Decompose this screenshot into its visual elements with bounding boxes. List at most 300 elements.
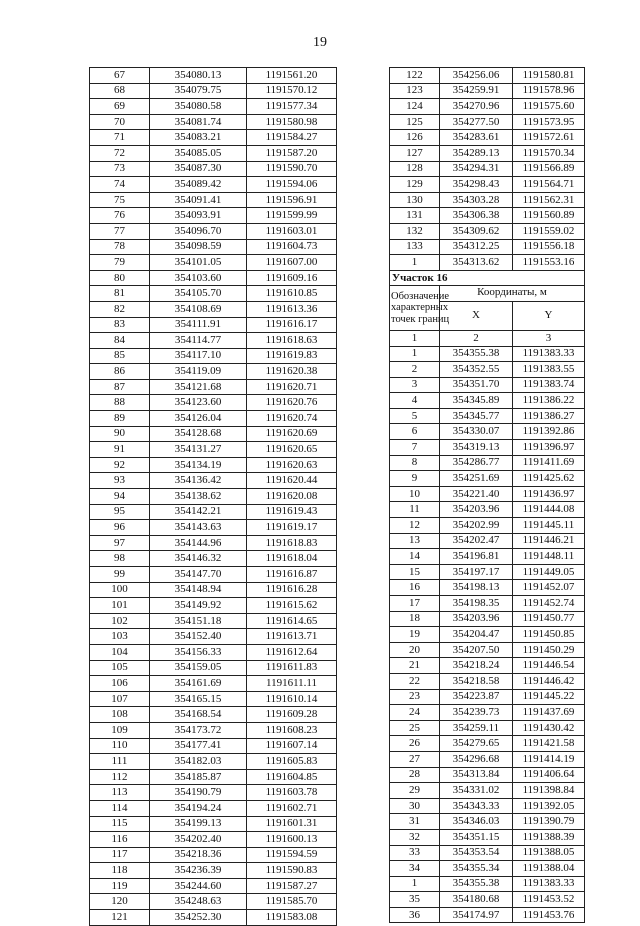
x-coordinate-cell: 354207.50 [440, 642, 513, 658]
table-row [90, 567, 337, 583]
x-coordinate-cell: 354203.96 [440, 502, 513, 518]
point-number-cell: 7 [390, 440, 440, 456]
y-coordinate-cell: 1191388.04 [513, 861, 585, 877]
x-coordinate-cell: 354134.19 [150, 457, 247, 473]
y-coordinate-cell: 1191444.08 [513, 502, 585, 518]
x-coordinate-cell: 354131.27 [150, 442, 247, 458]
table-row [390, 393, 585, 409]
y-coordinate-cell: 1191437.69 [513, 705, 585, 721]
point-number-cell: 17 [390, 596, 440, 612]
point-number-cell: 95 [90, 504, 150, 520]
table-row [390, 658, 585, 674]
y-coordinate-cell: 1191613.71 [247, 629, 337, 645]
point-number-cell: 99 [90, 567, 150, 583]
y-coordinate-cell: 1191607.00 [247, 255, 337, 271]
x-coordinate-cell: 354168.54 [150, 707, 247, 723]
y-coordinate-cell: 1191559.02 [513, 223, 585, 239]
point-number-cell: 32 [390, 829, 440, 845]
table-row [390, 673, 585, 689]
x-coordinate-cell: 354202.40 [150, 832, 247, 848]
x-coordinate-cell: 354161.69 [150, 676, 247, 692]
point-number-cell: 14 [390, 549, 440, 565]
point-number-cell: 93 [90, 473, 150, 489]
x-coordinate-cell: 354312.25 [440, 239, 513, 255]
y-coordinate-cell: 1191570.34 [513, 145, 585, 161]
table-row [390, 346, 585, 362]
table-row [90, 722, 337, 738]
table-row [390, 720, 585, 736]
x-coordinate-cell: 354126.04 [150, 411, 247, 427]
point-number-cell: 69 [90, 99, 150, 115]
table-row [90, 691, 337, 707]
y-coordinate-cell: 1191616.17 [247, 317, 337, 333]
table-row [90, 613, 337, 629]
x-coordinate-cell: 354146.32 [150, 551, 247, 567]
section-title-row [390, 270, 585, 286]
point-number-cell: 11 [390, 502, 440, 518]
x-coordinate-cell: 354198.13 [440, 580, 513, 596]
table-row [90, 411, 337, 427]
table-row [390, 580, 585, 596]
y-coordinate-cell: 1191610.14 [247, 691, 337, 707]
x-coordinate-cell: 354173.72 [150, 722, 247, 738]
x-coordinate-cell: 354101.05 [150, 255, 247, 271]
table-row [390, 876, 585, 892]
x-coordinate-cell: 354283.61 [440, 130, 513, 146]
x-coordinate-cell: 354143.63 [150, 520, 247, 536]
y-coordinate-cell: 1191580.81 [513, 68, 585, 84]
point-number-cell: 127 [390, 145, 440, 161]
x-coordinate-cell: 354185.87 [150, 769, 247, 785]
x-coordinate-cell: 354136.42 [150, 473, 247, 489]
point-number-cell: 30 [390, 798, 440, 814]
table-row [390, 845, 585, 861]
table-row [390, 408, 585, 424]
table-row [90, 894, 337, 910]
y-coordinate-cell: 1191430.42 [513, 720, 585, 736]
point-number-cell: 109 [90, 722, 150, 738]
x-coordinate-cell: 354298.43 [440, 177, 513, 193]
coordinates-table-right-top-body [390, 68, 585, 271]
x-coordinate-cell: 354244.60 [150, 878, 247, 894]
x-coordinate-cell: 354174.97 [440, 907, 513, 923]
table-row [90, 192, 337, 208]
table-row [390, 596, 585, 612]
x-coordinate-cell: 354083.21 [150, 130, 247, 146]
table-row [390, 689, 585, 705]
point-number-cell: 73 [90, 161, 150, 177]
table-row [390, 564, 585, 580]
table-row [390, 736, 585, 752]
x-coordinate-cell: 354081.74 [150, 114, 247, 130]
y-coordinate-cell: 1191398.84 [513, 783, 585, 799]
y-coordinate-cell: 1191445.11 [513, 518, 585, 534]
y-coordinate-cell: 1191618.63 [247, 333, 337, 349]
x-coordinate-cell: 354289.13 [440, 145, 513, 161]
point-number-cell: 125 [390, 114, 440, 130]
point-number-cell: 27 [390, 751, 440, 767]
y-coordinate-cell: 1191587.27 [247, 878, 337, 894]
point-number-cell: 83 [90, 317, 150, 333]
table-row [90, 754, 337, 770]
point-number-cell: 129 [390, 177, 440, 193]
x-coordinate-cell: 354296.68 [440, 751, 513, 767]
y-coordinate-cell: 1191453.52 [513, 892, 585, 908]
table-row [390, 549, 585, 565]
point-number-cell: 113 [90, 785, 150, 801]
x-coordinate-cell: 354270.96 [440, 99, 513, 115]
point-number-cell: 26 [390, 736, 440, 752]
table-row [390, 114, 585, 130]
point-number-cell: 33 [390, 845, 440, 861]
point-number-cell: 15 [390, 564, 440, 580]
y-coordinate-cell: 1191601.31 [247, 816, 337, 832]
y-coordinate-cell: 1191604.85 [247, 769, 337, 785]
table-row [390, 861, 585, 877]
x-coordinate-cell: 354114.77 [150, 333, 247, 349]
point-number-cell: 12 [390, 518, 440, 534]
table-row [390, 362, 585, 378]
x-coordinate-cell: 354306.38 [440, 208, 513, 224]
point-number-cell: 126 [390, 130, 440, 146]
table-row [390, 145, 585, 161]
table-row [90, 816, 337, 832]
y-coordinate-cell: 1191615.62 [247, 598, 337, 614]
y-coordinate-cell: 1191600.13 [247, 832, 337, 848]
x-header: X [440, 301, 513, 330]
table-row [90, 457, 337, 473]
x-coordinate-cell: 354330.07 [440, 424, 513, 440]
y-coordinate-cell: 1191388.39 [513, 829, 585, 845]
coordinates-table-left [89, 67, 337, 926]
table-row [390, 798, 585, 814]
point-number-cell: 130 [390, 192, 440, 208]
x-coordinate-cell: 354142.21 [150, 504, 247, 520]
y-coordinate-cell: 1191616.28 [247, 582, 337, 598]
y-coordinate-cell: 1191562.31 [513, 192, 585, 208]
point-number-cell: 18 [390, 611, 440, 627]
x-coordinate-cell: 354105.70 [150, 286, 247, 302]
x-coordinate-cell: 354152.40 [150, 629, 247, 645]
x-coordinate-cell: 354351.15 [440, 829, 513, 845]
x-coordinate-cell: 354128.68 [150, 426, 247, 442]
point-number-cell: 108 [90, 707, 150, 723]
point-number-cell: 29 [390, 783, 440, 799]
table-row [390, 627, 585, 643]
y-coordinate-cell: 1191609.16 [247, 270, 337, 286]
table-row [90, 395, 337, 411]
x-coordinate-cell: 354080.58 [150, 99, 247, 115]
table-row [90, 847, 337, 863]
table-row [90, 582, 337, 598]
table-row [390, 751, 585, 767]
point-number-cell: 4 [390, 393, 440, 409]
x-coordinate-cell: 354091.41 [150, 192, 247, 208]
x-coordinate-cell: 354148.94 [150, 582, 247, 598]
x-coordinate-cell: 354117.10 [150, 348, 247, 364]
y-coordinate-cell: 1191611.83 [247, 660, 337, 676]
point-number-cell: 10 [390, 486, 440, 502]
point-number-cell: 106 [90, 676, 150, 692]
y-coordinate-cell: 1191450.85 [513, 627, 585, 643]
point-number-cell: 86 [90, 364, 150, 380]
section-header [390, 270, 585, 346]
table-row [90, 177, 337, 193]
point-number-cell: 107 [90, 691, 150, 707]
table-row [390, 83, 585, 99]
point-number-cell: 104 [90, 644, 150, 660]
point-number-cell: 88 [90, 395, 150, 411]
table-row [90, 676, 337, 692]
y-coordinate-cell: 1191605.83 [247, 754, 337, 770]
x-coordinate-cell: 354111.91 [150, 317, 247, 333]
x-coordinate-cell: 354202.99 [440, 518, 513, 534]
x-coordinate-cell: 354098.59 [150, 239, 247, 255]
x-coordinate-cell: 354351.70 [440, 377, 513, 393]
x-coordinate-cell: 354221.40 [440, 486, 513, 502]
y-coordinate-cell: 1191584.27 [247, 130, 337, 146]
y-coordinate-cell: 1191450.29 [513, 642, 585, 658]
x-coordinate-cell: 354182.03 [150, 754, 247, 770]
point-number-cell: 36 [390, 907, 440, 923]
y-coordinate-cell: 1191602.71 [247, 800, 337, 816]
y-coordinate-cell: 1191614.65 [247, 613, 337, 629]
point-number-cell: 87 [90, 379, 150, 395]
point-number-cell: 31 [390, 814, 440, 830]
x-coordinate-cell: 354151.18 [150, 613, 247, 629]
table-row [90, 68, 337, 84]
table-row [390, 486, 585, 502]
x-coordinate-cell: 354199.13 [150, 816, 247, 832]
table-row [390, 208, 585, 224]
table-row [390, 829, 585, 845]
y-coordinate-cell: 1191603.78 [247, 785, 337, 801]
x-coordinate-cell: 354355.38 [440, 876, 513, 892]
y-coordinate-cell: 1191619.43 [247, 504, 337, 520]
point-number-cell: 1 [390, 255, 440, 271]
page-number: 19 [313, 35, 327, 50]
x-coordinate-cell: 354313.84 [440, 767, 513, 783]
table-row [90, 333, 337, 349]
x-coordinate-cell: 354309.62 [440, 223, 513, 239]
point-number-cell: 124 [390, 99, 440, 115]
y-coordinate-cell: 1191577.34 [247, 99, 337, 115]
table-row [90, 161, 337, 177]
column-number-1: 1 [390, 330, 440, 346]
point-number-cell: 80 [90, 270, 150, 286]
y-coordinate-cell: 1191452.74 [513, 596, 585, 612]
x-coordinate-cell: 354159.05 [150, 660, 247, 676]
coordinates-table-right [389, 67, 585, 923]
table-row [90, 629, 337, 645]
x-coordinate-cell: 354079.75 [150, 83, 247, 99]
x-coordinate-cell: 354343.33 [440, 798, 513, 814]
x-coordinate-cell: 354218.36 [150, 847, 247, 863]
designation-line-1: Обозначение [391, 290, 450, 302]
point-number-cell: 101 [90, 598, 150, 614]
x-coordinate-cell: 354144.96 [150, 535, 247, 551]
x-coordinate-cell: 354149.92 [150, 598, 247, 614]
x-coordinate-cell: 354121.68 [150, 379, 247, 395]
section-title: Участок 16 [390, 270, 585, 286]
x-coordinate-cell: 354080.13 [150, 68, 247, 84]
header-row-1 [390, 286, 585, 302]
x-coordinate-cell: 354252.30 [150, 910, 247, 926]
y-coordinate-cell: 1191572.61 [513, 130, 585, 146]
point-number-cell: 68 [90, 83, 150, 99]
y-coordinate-cell: 1191611.11 [247, 676, 337, 692]
y-coordinate-cell: 1191603.01 [247, 223, 337, 239]
x-coordinate-cell: 354239.73 [440, 705, 513, 721]
coordinates-header: Координаты, м [440, 286, 585, 302]
x-coordinate-cell: 354204.47 [440, 627, 513, 643]
point-number-cell: 94 [90, 489, 150, 505]
y-coordinate-cell: 1191406.64 [513, 767, 585, 783]
table-row [390, 424, 585, 440]
y-coordinate-cell: 1191599.99 [247, 208, 337, 224]
y-coordinate-cell: 1191436.97 [513, 486, 585, 502]
table-row [390, 814, 585, 830]
designation-line-2: характерных [391, 302, 449, 314]
y-coordinate-cell: 1191386.22 [513, 393, 585, 409]
point-number-cell: 79 [90, 255, 150, 271]
x-coordinate-cell: 354353.54 [440, 845, 513, 861]
point-number-cell: 91 [90, 442, 150, 458]
table-row [90, 301, 337, 317]
x-coordinate-cell: 354147.70 [150, 567, 247, 583]
table-row [390, 455, 585, 471]
table-row [90, 738, 337, 754]
y-coordinate-cell: 1191392.05 [513, 798, 585, 814]
y-coordinate-cell: 1191616.87 [247, 567, 337, 583]
table-row [90, 504, 337, 520]
x-coordinate-cell: 354331.02 [440, 783, 513, 799]
point-number-cell: 116 [90, 832, 150, 848]
table-row [390, 907, 585, 923]
y-coordinate-cell: 1191609.28 [247, 707, 337, 723]
x-coordinate-cell: 354096.70 [150, 223, 247, 239]
x-coordinate-cell: 354180.68 [440, 892, 513, 908]
point-number-cell: 103 [90, 629, 150, 645]
point-number-cell: 82 [90, 301, 150, 317]
y-coordinate-cell: 1191613.36 [247, 301, 337, 317]
column-number-2: 2 [440, 330, 513, 346]
table-row [390, 518, 585, 534]
y-coordinate-cell: 1191553.16 [513, 255, 585, 271]
point-number-cell: 128 [390, 161, 440, 177]
point-number-cell: 20 [390, 642, 440, 658]
y-coordinate-cell: 1191620.44 [247, 473, 337, 489]
point-number-cell: 28 [390, 767, 440, 783]
coordinates-table-right-bottom-body [390, 346, 585, 923]
y-coordinate-cell: 1191446.21 [513, 533, 585, 549]
point-number-cell: 77 [90, 223, 150, 239]
x-coordinate-cell: 354203.96 [440, 611, 513, 627]
table-row [90, 535, 337, 551]
point-number-cell: 9 [390, 471, 440, 487]
table-row [90, 520, 337, 536]
y-coordinate-cell: 1191560.89 [513, 208, 585, 224]
y-coordinate-cell: 1191386.27 [513, 408, 585, 424]
table-row [390, 533, 585, 549]
point-number-cell: 123 [390, 83, 440, 99]
point-number-cell: 5 [390, 408, 440, 424]
x-coordinate-cell: 354103.60 [150, 270, 247, 286]
point-number-cell: 89 [90, 411, 150, 427]
x-coordinate-cell: 354294.31 [440, 161, 513, 177]
point-number-cell: 92 [90, 457, 150, 473]
x-coordinate-cell: 354085.05 [150, 145, 247, 161]
point-number-cell: 76 [90, 208, 150, 224]
point-number-cell: 67 [90, 68, 150, 84]
y-coordinate-cell: 1191612.64 [247, 644, 337, 660]
table-row [90, 208, 337, 224]
table-row [90, 114, 337, 130]
table-row [90, 145, 337, 161]
y-coordinate-cell: 1191390.79 [513, 814, 585, 830]
point-number-cell: 22 [390, 673, 440, 689]
y-coordinate-cell: 1191620.38 [247, 364, 337, 380]
y-coordinate-cell: 1191446.42 [513, 673, 585, 689]
point-number-cell: 24 [390, 705, 440, 721]
point-number-cell: 16 [390, 580, 440, 596]
table-row [90, 769, 337, 785]
y-coordinate-cell: 1191596.91 [247, 192, 337, 208]
table-row [390, 130, 585, 146]
point-number-cell: 34 [390, 861, 440, 877]
x-coordinate-cell: 354108.69 [150, 301, 247, 317]
y-coordinate-cell: 1191618.04 [247, 551, 337, 567]
table-row [390, 177, 585, 193]
table-row [390, 611, 585, 627]
point-number-cell: 121 [90, 910, 150, 926]
y-coordinate-cell: 1191583.08 [247, 910, 337, 926]
table-row [90, 707, 337, 723]
y-coordinate-cell: 1191392.86 [513, 424, 585, 440]
table-row [390, 99, 585, 115]
y-coordinate-cell: 1191564.71 [513, 177, 585, 193]
table-row [390, 223, 585, 239]
y-coordinate-cell: 1191594.06 [247, 177, 337, 193]
y-coordinate-cell: 1191580.98 [247, 114, 337, 130]
designation-header [390, 286, 450, 331]
y-coordinate-cell: 1191607.14 [247, 738, 337, 754]
point-number-cell: 120 [90, 894, 150, 910]
table-row [90, 785, 337, 801]
point-number-cell: 1 [390, 876, 440, 892]
designation-line-3: точек границ [391, 313, 450, 325]
table-row [90, 286, 337, 302]
point-number-cell: 118 [90, 863, 150, 879]
y-coordinate-cell: 1191446.54 [513, 658, 585, 674]
x-coordinate-cell: 354093.91 [150, 208, 247, 224]
point-number-cell: 2 [390, 362, 440, 378]
table-row [390, 161, 585, 177]
x-coordinate-cell: 354346.03 [440, 814, 513, 830]
point-number-cell: 110 [90, 738, 150, 754]
point-number-cell: 97 [90, 535, 150, 551]
x-coordinate-cell: 354196.81 [440, 549, 513, 565]
y-coordinate-cell: 1191590.70 [247, 161, 337, 177]
point-number-cell: 1 [390, 346, 440, 362]
y-coordinate-cell: 1191396.97 [513, 440, 585, 456]
y-coordinate-cell: 1191453.76 [513, 907, 585, 923]
y-coordinate-cell: 1191620.63 [247, 457, 337, 473]
point-number-cell: 133 [390, 239, 440, 255]
column-number-row [390, 330, 585, 346]
x-coordinate-cell: 354256.06 [440, 68, 513, 84]
table-row [390, 377, 585, 393]
